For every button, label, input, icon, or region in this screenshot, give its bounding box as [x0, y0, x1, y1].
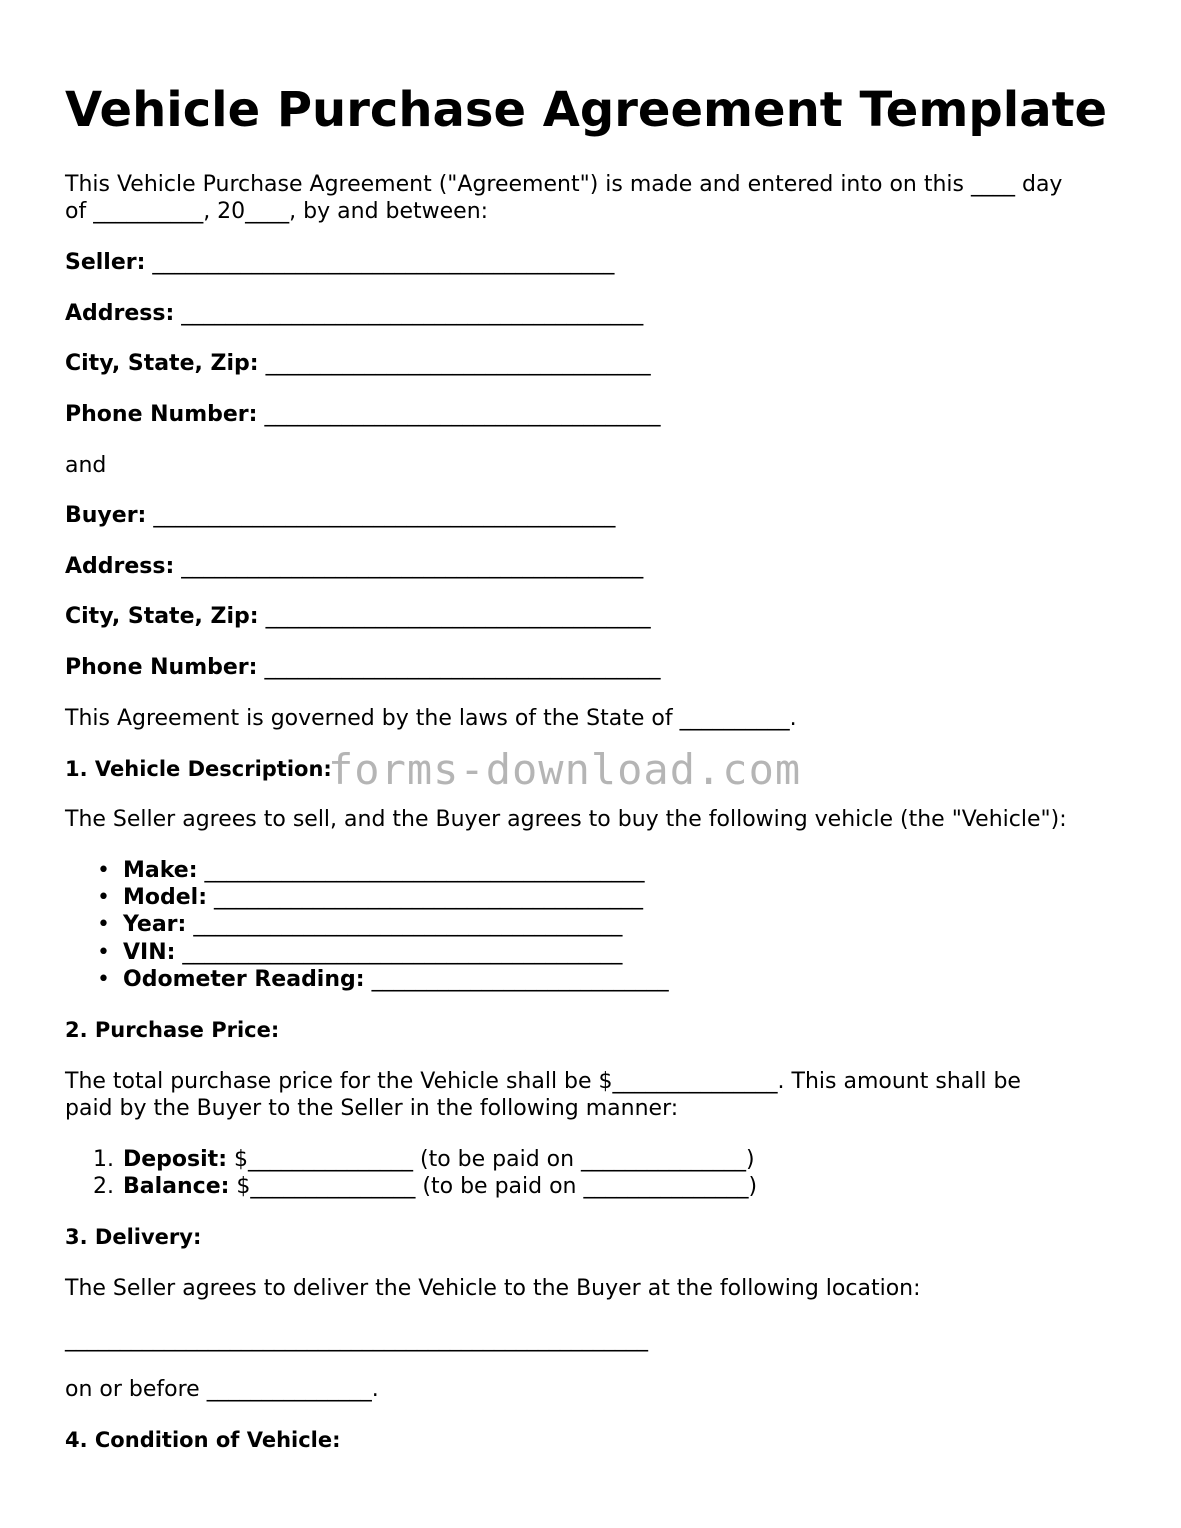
seller-city-blank: ___________________________________ — [265, 351, 651, 376]
seller-address-field — [65, 300, 643, 327]
bullet-icon: • — [97, 967, 110, 992]
buyer-address-label: Address: — [65, 554, 175, 579]
section1-heading: 1. Vehicle Description: — [65, 757, 332, 781]
list-item: Balance: $_______________ (to be paid on _______________) — [123, 1174, 758, 1199]
seller-name-blank: __________________________________________ — [152, 250, 615, 275]
bullet-icon: • — [97, 940, 110, 965]
bullet-icon: • — [97, 858, 110, 883]
seller-city-label: City, State, Zip: — [65, 351, 259, 376]
intro-line-1: This Vehicle Purchase Agreement ("Agreement") is made and entered into on this ____ day — [65, 172, 1063, 197]
list-item: Make: ________________________________________ — [123, 858, 645, 883]
delivery-location-blank: _____________________________________________________ — [65, 1327, 648, 1352]
section4-heading: 4. Condition of Vehicle: — [65, 1428, 341, 1452]
section2-text-line-1: The total purchase price for the Vehicle shall be $_______________. This amount shall be — [65, 1069, 1021, 1094]
seller-city-field — [65, 350, 651, 377]
list-item: Deposit: $_______________ (to be paid on _______________) — [123, 1147, 755, 1172]
list-number: 1. — [93, 1147, 114, 1172]
section3-heading: 3. Delivery: — [65, 1225, 202, 1249]
buyer-phone-label: Phone Number: — [65, 655, 258, 680]
list-item: VIN: ________________________________________ — [123, 940, 623, 965]
list-item: Year: _______________________________________ — [123, 912, 623, 937]
bullet-icon: • — [97, 885, 110, 910]
seller-phone-field — [65, 401, 660, 428]
page-title: Vehicle Purchase Agreement Template — [65, 82, 1108, 138]
intro-line-2: of __________, 20____, by and between: — [65, 199, 489, 224]
buyer-name-field — [65, 502, 615, 529]
buyer-address-field — [65, 553, 643, 580]
section1-text: The Seller agrees to sell, and the Buyer agrees to buy the following vehicle (the "Vehicle"): — [65, 807, 1067, 832]
list-item: Model: _______________________________________ — [123, 885, 644, 910]
buyer-phone-field — [65, 654, 660, 681]
buyer-city-blank: ___________________________________ — [265, 604, 651, 629]
seller-phone-label: Phone Number: — [65, 402, 258, 427]
section2-heading: 2. Purchase Price: — [65, 1018, 280, 1042]
and-text: and — [65, 453, 107, 478]
buyer-address-blank: __________________________________________ — [181, 554, 644, 579]
governing-law: This Agreement is governed by the laws of the State of __________. — [65, 706, 797, 731]
buyer-phone-blank: ____________________________________ — [264, 655, 661, 680]
seller-name-label: Seller: — [65, 250, 146, 275]
seller-address-blank: __________________________________________ — [181, 301, 644, 326]
buyer-city-field — [65, 603, 651, 630]
seller-phone-blank: ____________________________________ — [264, 402, 661, 427]
section2-text-line-2: paid by the Buyer to the Seller in the following manner: — [65, 1096, 679, 1121]
bullet-icon: • — [97, 912, 110, 937]
buyer-name-blank: __________________________________________ — [153, 503, 616, 528]
list-number: 2. — [93, 1174, 114, 1199]
delivery-date-line: on or before _______________. — [65, 1377, 379, 1402]
watermark: forms-download.com — [328, 745, 802, 794]
section3-text: The Seller agrees to deliver the Vehicle to the Buyer at the following location: — [65, 1276, 921, 1301]
seller-address-label: Address: — [65, 301, 175, 326]
buyer-name-label: Buyer: — [65, 503, 147, 528]
buyer-city-label: City, State, Zip: — [65, 604, 259, 629]
seller-name-field — [65, 249, 614, 276]
list-item: Odometer Reading: ___________________________ — [123, 967, 669, 992]
